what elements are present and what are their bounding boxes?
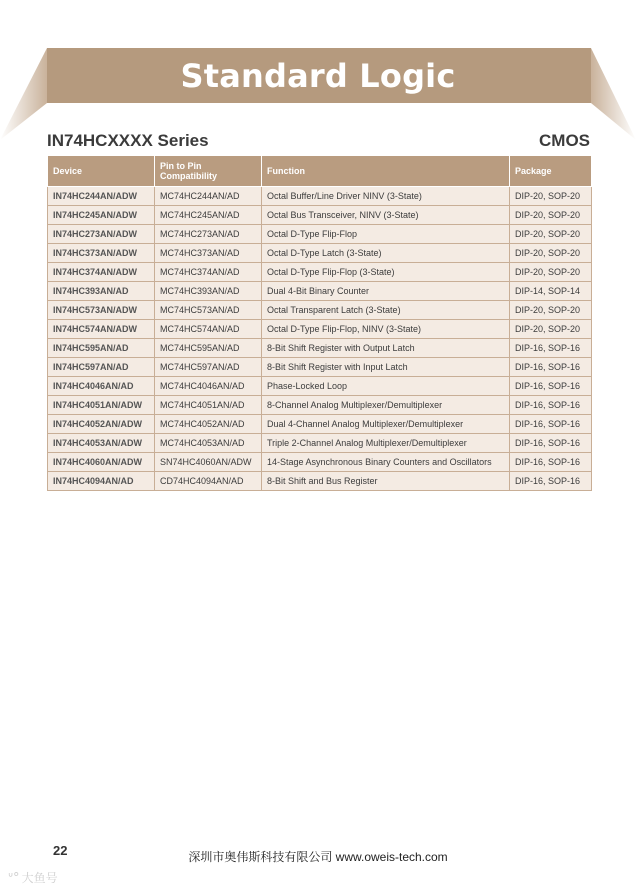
column-header-function: Function (262, 156, 510, 187)
table-row (48, 472, 592, 491)
table-row (48, 415, 592, 434)
cell-device: IN74HC244AN/ADW (48, 187, 155, 206)
cell-device: IN74HC4094AN/AD (48, 472, 155, 491)
cell-package: DIP-16, SOP-16 (510, 434, 592, 453)
watermark-text: 大鱼号 (21, 871, 58, 885)
cell-package: DIP-20, SOP-20 (510, 187, 592, 206)
cell-package: DIP-16, SOP-16 (510, 377, 592, 396)
series-title: IN74HCXXXX Series (47, 131, 209, 150)
table-header-row (48, 156, 592, 187)
cell-compatibility: CD74HC4094AN/AD (155, 472, 262, 491)
table-row (48, 453, 592, 472)
cell-compatibility: MC74HC393AN/AD (155, 282, 262, 301)
page-number: 22 (53, 843, 68, 858)
cell-device: IN74HC4060AN/ADW (48, 453, 155, 472)
cell-device: IN74HC273AN/ADW (48, 225, 155, 244)
cell-compatibility: MC74HC595AN/AD (155, 339, 262, 358)
cell-device: IN74HC4046AN/AD (48, 377, 155, 396)
cell-device: IN74HC597AN/AD (48, 358, 155, 377)
cell-device: IN74HC393AN/AD (48, 282, 155, 301)
cell-device: IN74HC573AN/ADW (48, 301, 155, 320)
cell-compatibility: MC74HC597AN/AD (155, 358, 262, 377)
column-header-package: Package (510, 156, 592, 187)
table-row (48, 282, 592, 301)
column-header-device: Device (48, 156, 155, 187)
table-row (48, 225, 592, 244)
cell-function: Octal D-Type Latch (3-State) (262, 244, 510, 263)
cell-function: Phase-Locked Loop (262, 377, 510, 396)
cell-package: DIP-16, SOP-16 (510, 358, 592, 377)
cell-function: Octal Buffer/Line Driver NINV (3-State) (262, 187, 510, 206)
cell-function: Dual 4-Channel Analog Multiplexer/Demultiplexer (262, 415, 510, 434)
table-body (48, 187, 592, 491)
cell-function: 8-Bit Shift and Bus Register (262, 472, 510, 491)
cell-function: 8-Bit Shift Register with Output Latch (262, 339, 510, 358)
cell-compatibility: MC74HC373AN/AD (155, 244, 262, 263)
cell-package: DIP-16, SOP-16 (510, 396, 592, 415)
watermark (8, 869, 58, 886)
cell-compatibility: MC74HC4046AN/AD (155, 377, 262, 396)
cell-function: Octal D-Type Flip-Flop, NINV (3-State) (262, 320, 510, 339)
cell-compatibility: SN74HC4060AN/ADW (155, 453, 262, 472)
footer-company-text: 深圳市奥伟斯科技有限公司 www.oweis-tech.com (188, 850, 448, 864)
cell-package: DIP-20, SOP-20 (510, 206, 592, 225)
cell-package: DIP-20, SOP-20 (510, 301, 592, 320)
table-row (48, 377, 592, 396)
cell-function: 8-Bit Shift Register with Input Latch (262, 358, 510, 377)
cell-function: 8-Channel Analog Multiplexer/Demultiplexer (262, 396, 510, 415)
table-row (48, 206, 592, 225)
cell-package: DIP-20, SOP-20 (510, 320, 592, 339)
cell-device: IN74HC374AN/ADW (48, 263, 155, 282)
cell-package: DIP-20, SOP-20 (510, 263, 592, 282)
table-row (48, 263, 592, 282)
cell-compatibility: MC74HC244AN/AD (155, 187, 262, 206)
technology-label: CMOS (539, 131, 590, 150)
cell-package: DIP-16, SOP-16 (510, 339, 592, 358)
cell-compatibility: MC74HC4051AN/AD (155, 396, 262, 415)
table-row (48, 301, 592, 320)
table-row (48, 434, 592, 453)
cell-compatibility: MC74HC573AN/AD (155, 301, 262, 320)
cell-compatibility: MC74HC574AN/AD (155, 320, 262, 339)
table-row (48, 339, 592, 358)
parts-table (47, 155, 592, 491)
cell-device: IN74HC245AN/ADW (48, 206, 155, 225)
cell-package: DIP-16, SOP-16 (510, 415, 592, 434)
cell-function: Dual 4-Bit Binary Counter (262, 282, 510, 301)
cell-package: DIP-16, SOP-16 (510, 453, 592, 472)
cell-device: IN74HC4053AN/ADW (48, 434, 155, 453)
cell-function: Octal D-Type Flip-Flop (262, 225, 510, 244)
cell-compatibility: MC74HC374AN/AD (155, 263, 262, 282)
cell-package: DIP-20, SOP-20 (510, 244, 592, 263)
cell-function: Octal D-Type Flip-Flop (3-State) (262, 263, 510, 282)
cell-device: IN74HC373AN/ADW (48, 244, 155, 263)
cell-function: Octal Bus Transceiver, NINV (3-State) (262, 206, 510, 225)
cell-compatibility: MC74HC4053AN/AD (155, 434, 262, 453)
table-row (48, 396, 592, 415)
cell-compatibility: MC74HC4052AN/AD (155, 415, 262, 434)
table-row (48, 358, 592, 377)
cell-device: IN74HC595AN/AD (48, 339, 155, 358)
cell-device: IN74HC574AN/ADW (48, 320, 155, 339)
cell-function: Octal Transparent Latch (3-State) (262, 301, 510, 320)
cell-compatibility: MC74HC273AN/AD (155, 225, 262, 244)
table-row (48, 187, 592, 206)
cell-package: DIP-16, SOP-16 (510, 472, 592, 491)
cell-device: IN74HC4052AN/ADW (48, 415, 155, 434)
cell-package: DIP-14, SOP-14 (510, 282, 592, 301)
watermark-logo-icon: ᐡ° (8, 871, 20, 886)
cell-function: Triple 2-Channel Analog Multiplexer/Demultiplexer (262, 434, 510, 453)
cell-compatibility: MC74HC245AN/AD (155, 206, 262, 225)
table-row (48, 244, 592, 263)
column-header-compatibility: Pin to Pin Compatibility (155, 156, 262, 187)
banner-title: Standard Logic (180, 57, 456, 95)
cell-device: IN74HC4051AN/ADW (48, 396, 155, 415)
table-row (48, 320, 592, 339)
cell-function: 14-Stage Asynchronous Binary Counters and Oscillators (262, 453, 510, 472)
cell-package: DIP-20, SOP-20 (510, 225, 592, 244)
